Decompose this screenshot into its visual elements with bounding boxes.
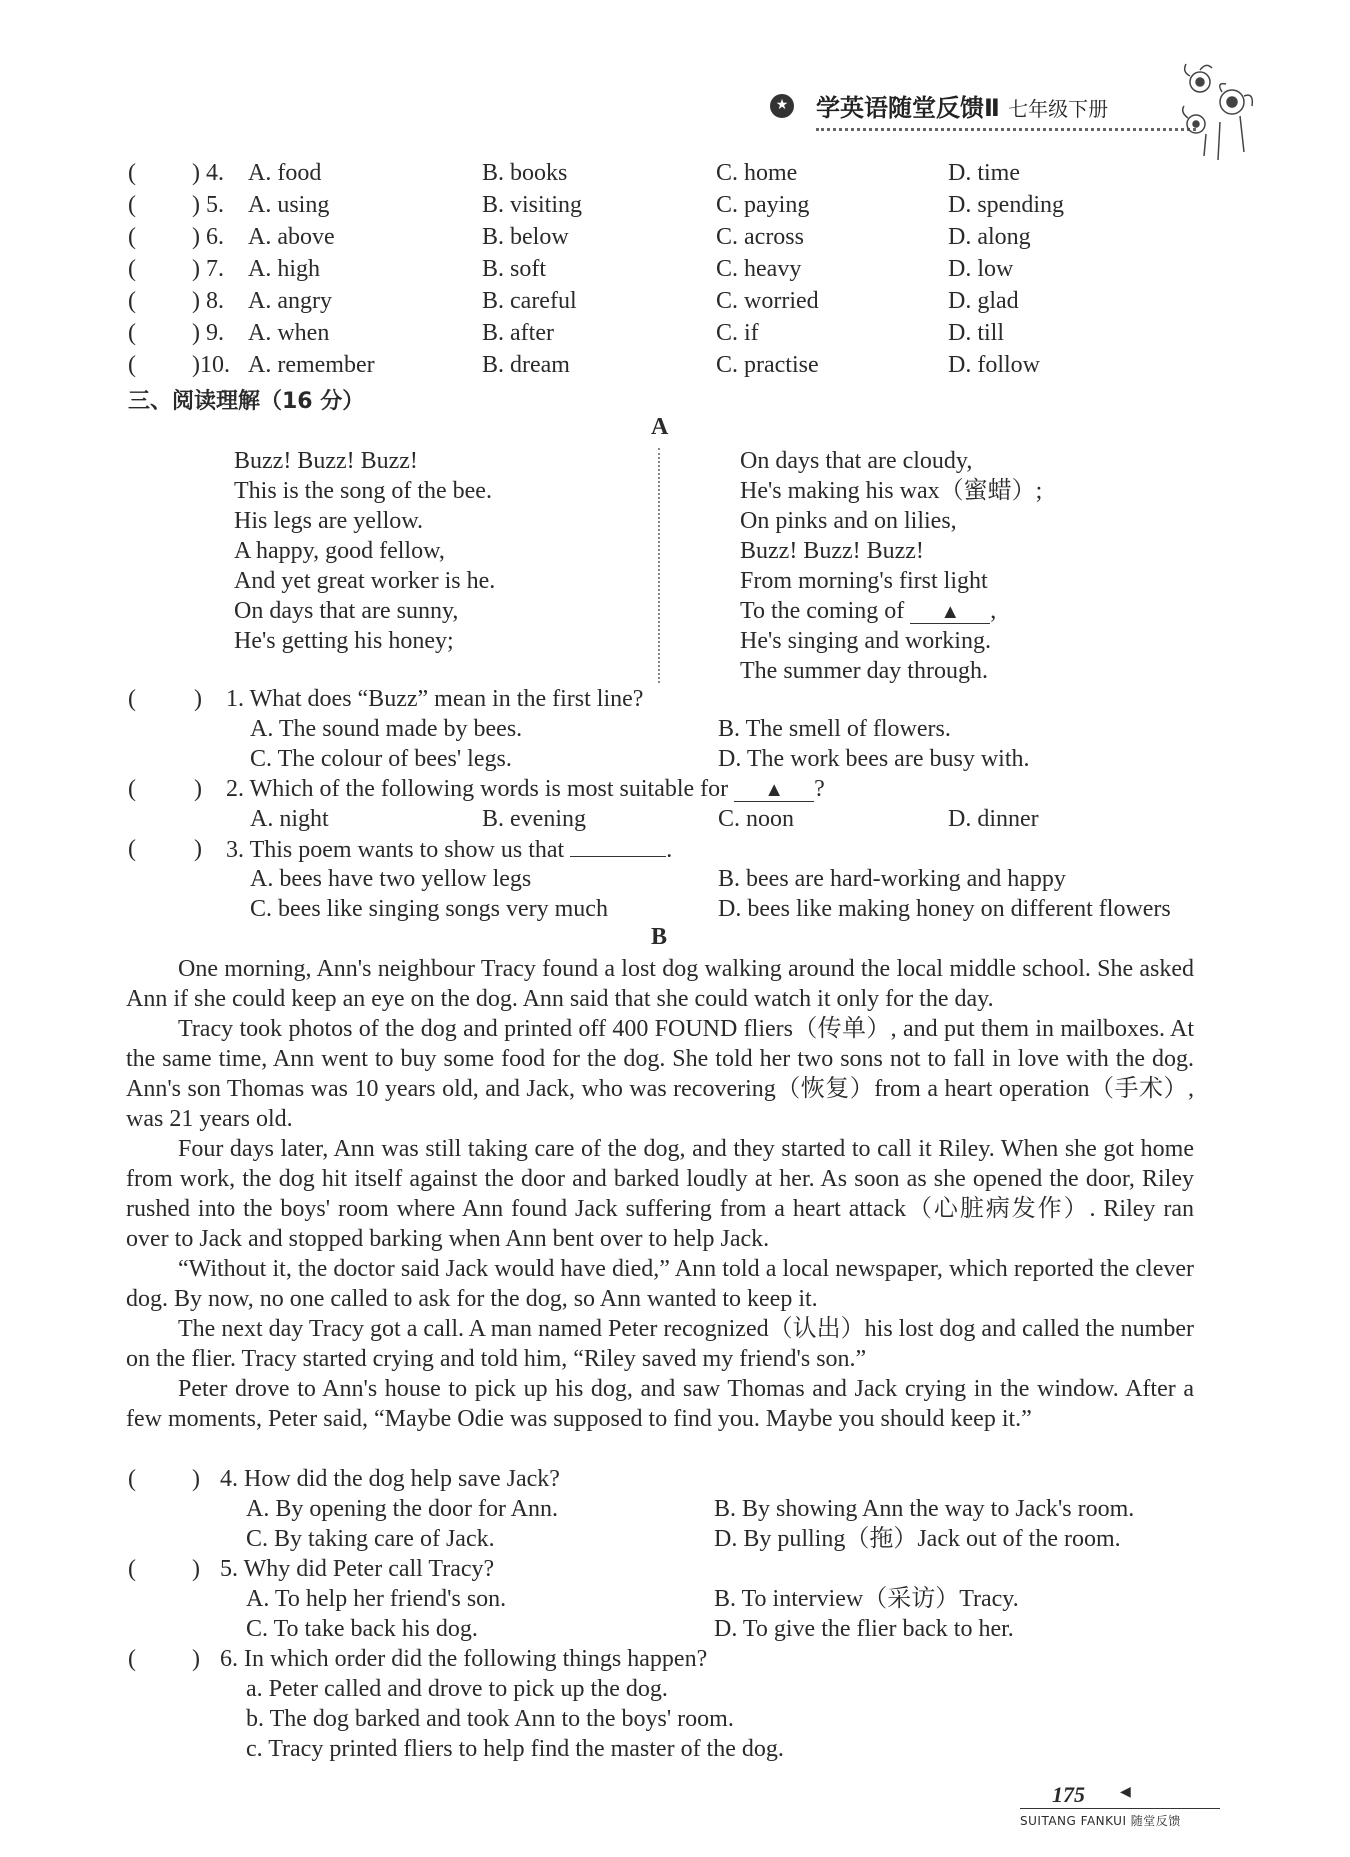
option-b: B. below xyxy=(482,224,569,250)
option-a: A. food xyxy=(248,160,322,186)
footer-brand: SUITANG FANKUI 随堂反馈 xyxy=(1020,1814,1181,1828)
option-b: B. after xyxy=(482,320,554,346)
option-d: D. follow xyxy=(948,352,1040,378)
page-number: 175 xyxy=(1052,1782,1085,1807)
question-stem: 4. How did the dog help save Jack? xyxy=(220,1466,560,1492)
paragraph: “Without it, the doctor said Jack would have died,” Ann told a local newspaper, which reported the clever dog. By now, no one called to ask for the dog, so Ann wanted to keep it. xyxy=(126,1256,1194,1312)
option-a: A. By opening the door for Ann. xyxy=(246,1496,558,1522)
part-a-label: A xyxy=(651,414,669,440)
option-b: B. visiting xyxy=(482,192,583,218)
option-c: C. if xyxy=(716,320,759,346)
option-a: A. using xyxy=(248,192,330,218)
poem-line: On pinks and on lilies, xyxy=(740,508,957,534)
section-heading: 三、阅读理解（16 分） xyxy=(128,389,365,414)
option-d: D. along xyxy=(948,224,1031,250)
paragraph: One morning, Ann's neighbour Tracy found a lost dog walking around the local middle school. She asked Ann if she could keep an eye on the dog. Ann said that she could watch it only for the day. xyxy=(126,956,1194,1012)
poem-line: He's making his wax（蜜蜡）; xyxy=(740,478,1043,504)
option-b: B. To interview（采访）Tracy. xyxy=(714,1586,1019,1612)
option-a: A. bees have two yellow legs xyxy=(250,866,532,892)
option-d: D. The work bees are busy with. xyxy=(718,746,1030,772)
poem-right-column xyxy=(740,446,1042,686)
question-stem: 5. Why did Peter call Tracy? xyxy=(220,1556,495,1582)
option-d: D. bees like making honey on different flowers xyxy=(718,896,1171,922)
question-blank: ▲ xyxy=(734,779,814,802)
paragraph: Tracy took photos of the dog and printed off 400 FOUND fliers（传单）, and put them in mailboxes. At the same time, Ann went to buy some food for the dog. She told her two sons not to fall in love with the dog. Ann's son Thomas was 10 years old, and Jack, who was recovering（恢复）from a heart operation（手术）, was 21 years old. xyxy=(126,1016,1194,1132)
poem-line: A happy, good fellow, xyxy=(234,538,445,564)
option-c: C. The colour of bees' legs. xyxy=(250,746,512,772)
option-d: D. spending xyxy=(948,192,1064,218)
paragraph: The next day Tracy got a call. A man named Peter recognized（认出）his lost dog and called the number on the flier. Tracy started crying and told him, “Riley saved my friend's son.” xyxy=(126,1316,1194,1372)
question-stem: 6. In which order did the following things happen? xyxy=(220,1646,708,1672)
option-c: C. bees like singing songs very much xyxy=(250,896,608,922)
question-stem: 3. This poem wants to show us that . xyxy=(226,834,672,865)
arrow-left-icon: ◀ xyxy=(1120,1785,1131,1800)
part-b-label: B xyxy=(651,924,668,950)
poem-line: This is the song of the bee. xyxy=(234,478,492,504)
poem-line: To the coming of ▲ , xyxy=(740,598,997,624)
option-b: B. careful xyxy=(482,288,577,314)
paragraph: Peter drove to Ann's house to pick up his dog, and saw Thomas and Jack crying in the window. After a few moments, Peter said, “Maybe Odie was supposed to find you. Maybe you should keep it.” xyxy=(126,1376,1194,1432)
option-c: C. across xyxy=(716,224,804,250)
book-title: 学英语随堂反馈Ⅱ 七年级下册 xyxy=(816,94,1109,122)
option-c: C. noon xyxy=(718,806,795,832)
option-c: C. practise xyxy=(716,352,819,378)
question-stem: 1. What does “Buzz” mean in the first line? xyxy=(226,686,644,712)
option-b: B. bees are hard-working and happy xyxy=(718,866,1066,892)
order-item-b: b. The dog barked and took Ann to the boys' room. xyxy=(246,1706,734,1732)
header-divider xyxy=(816,128,1196,131)
option-a: A. To help her friend's son. xyxy=(246,1586,507,1612)
poem-line: On days that are cloudy, xyxy=(740,448,973,474)
question-stem: 2. Which of the following words is most suitable for ▲ ? xyxy=(226,776,825,802)
option-d: D. To give the flier back to her. xyxy=(714,1616,1014,1642)
poem-left-column xyxy=(234,446,495,656)
option-c: C. To take back his dog. xyxy=(246,1616,478,1642)
option-a: A. above xyxy=(248,224,335,250)
order-item-a: a. Peter called and drove to pick up the dog. xyxy=(246,1676,668,1702)
option-c: C. paying xyxy=(716,192,810,218)
poem-line: The summer day through. xyxy=(740,658,988,684)
option-d: D. By pulling（拖）Jack out of the room. xyxy=(714,1526,1121,1552)
paragraph: Four days later, Ann was still taking care of the dog, and they started to call it Riley. When she got home from work, the dog hit itself against the door and barked loudly at her. As soon as she opened the door, Riley rushed into the boys' room where Ann found Jack suffering from a heart attack（心脏病发作）. Riley ran over to Jack and stopped barking when Ann bent over to help Jack. xyxy=(126,1136,1194,1252)
book-subtitle: 七年级下册 xyxy=(1008,97,1109,121)
option-a: A. when xyxy=(248,320,330,346)
option-d: D. glad xyxy=(948,288,1019,314)
option-d: D. till xyxy=(948,320,1005,346)
option-a: A. The sound made by bees. xyxy=(250,716,523,742)
option-c: C. heavy xyxy=(716,256,802,282)
option-d: D. low xyxy=(948,256,1014,282)
option-b: B. soft xyxy=(482,256,547,282)
poem-line: Buzz! Buzz! Buzz! xyxy=(234,448,418,474)
option-a: A. remember xyxy=(248,352,375,378)
poem-blank: ▲ xyxy=(910,601,990,624)
answer-blank xyxy=(570,834,666,857)
option-d: D. time xyxy=(948,160,1020,186)
option-c: C. worried xyxy=(716,288,819,314)
option-a: A. angry xyxy=(248,288,332,314)
passage-b xyxy=(126,954,1194,1434)
poem-line: On days that are sunny, xyxy=(234,598,459,624)
option-b: B. evening xyxy=(482,806,586,832)
poem-line: Buzz! Buzz! Buzz! xyxy=(740,538,924,564)
poem-divider xyxy=(658,448,660,683)
option-c: C. By taking care of Jack. xyxy=(246,1526,495,1552)
poem-line: His legs are yellow. xyxy=(234,508,424,534)
footer-divider xyxy=(1020,1808,1220,1809)
option-a: A. night xyxy=(250,806,329,832)
option-b: B. By showing Ann the way to Jack's room. xyxy=(714,1496,1135,1522)
option-d: D. dinner xyxy=(948,806,1039,832)
poem-line: He's singing and working. xyxy=(740,628,991,654)
order-item-c: c. Tracy printed fliers to help find the master of the dog. xyxy=(246,1736,784,1762)
poem-line: He's getting his honey; xyxy=(234,628,454,654)
flower-decoration-icon xyxy=(1160,52,1270,162)
option-b: B. books xyxy=(482,160,568,186)
option-b: B. The smell of flowers. xyxy=(718,716,951,742)
poem-line: And yet great worker is he. xyxy=(234,568,496,594)
poem-line: From morning's first light xyxy=(740,568,988,594)
option-a: A. high xyxy=(248,256,320,282)
badge-icon: ★ xyxy=(770,94,794,118)
option-c: C. home xyxy=(716,160,798,186)
option-b: B. dream xyxy=(482,352,570,378)
